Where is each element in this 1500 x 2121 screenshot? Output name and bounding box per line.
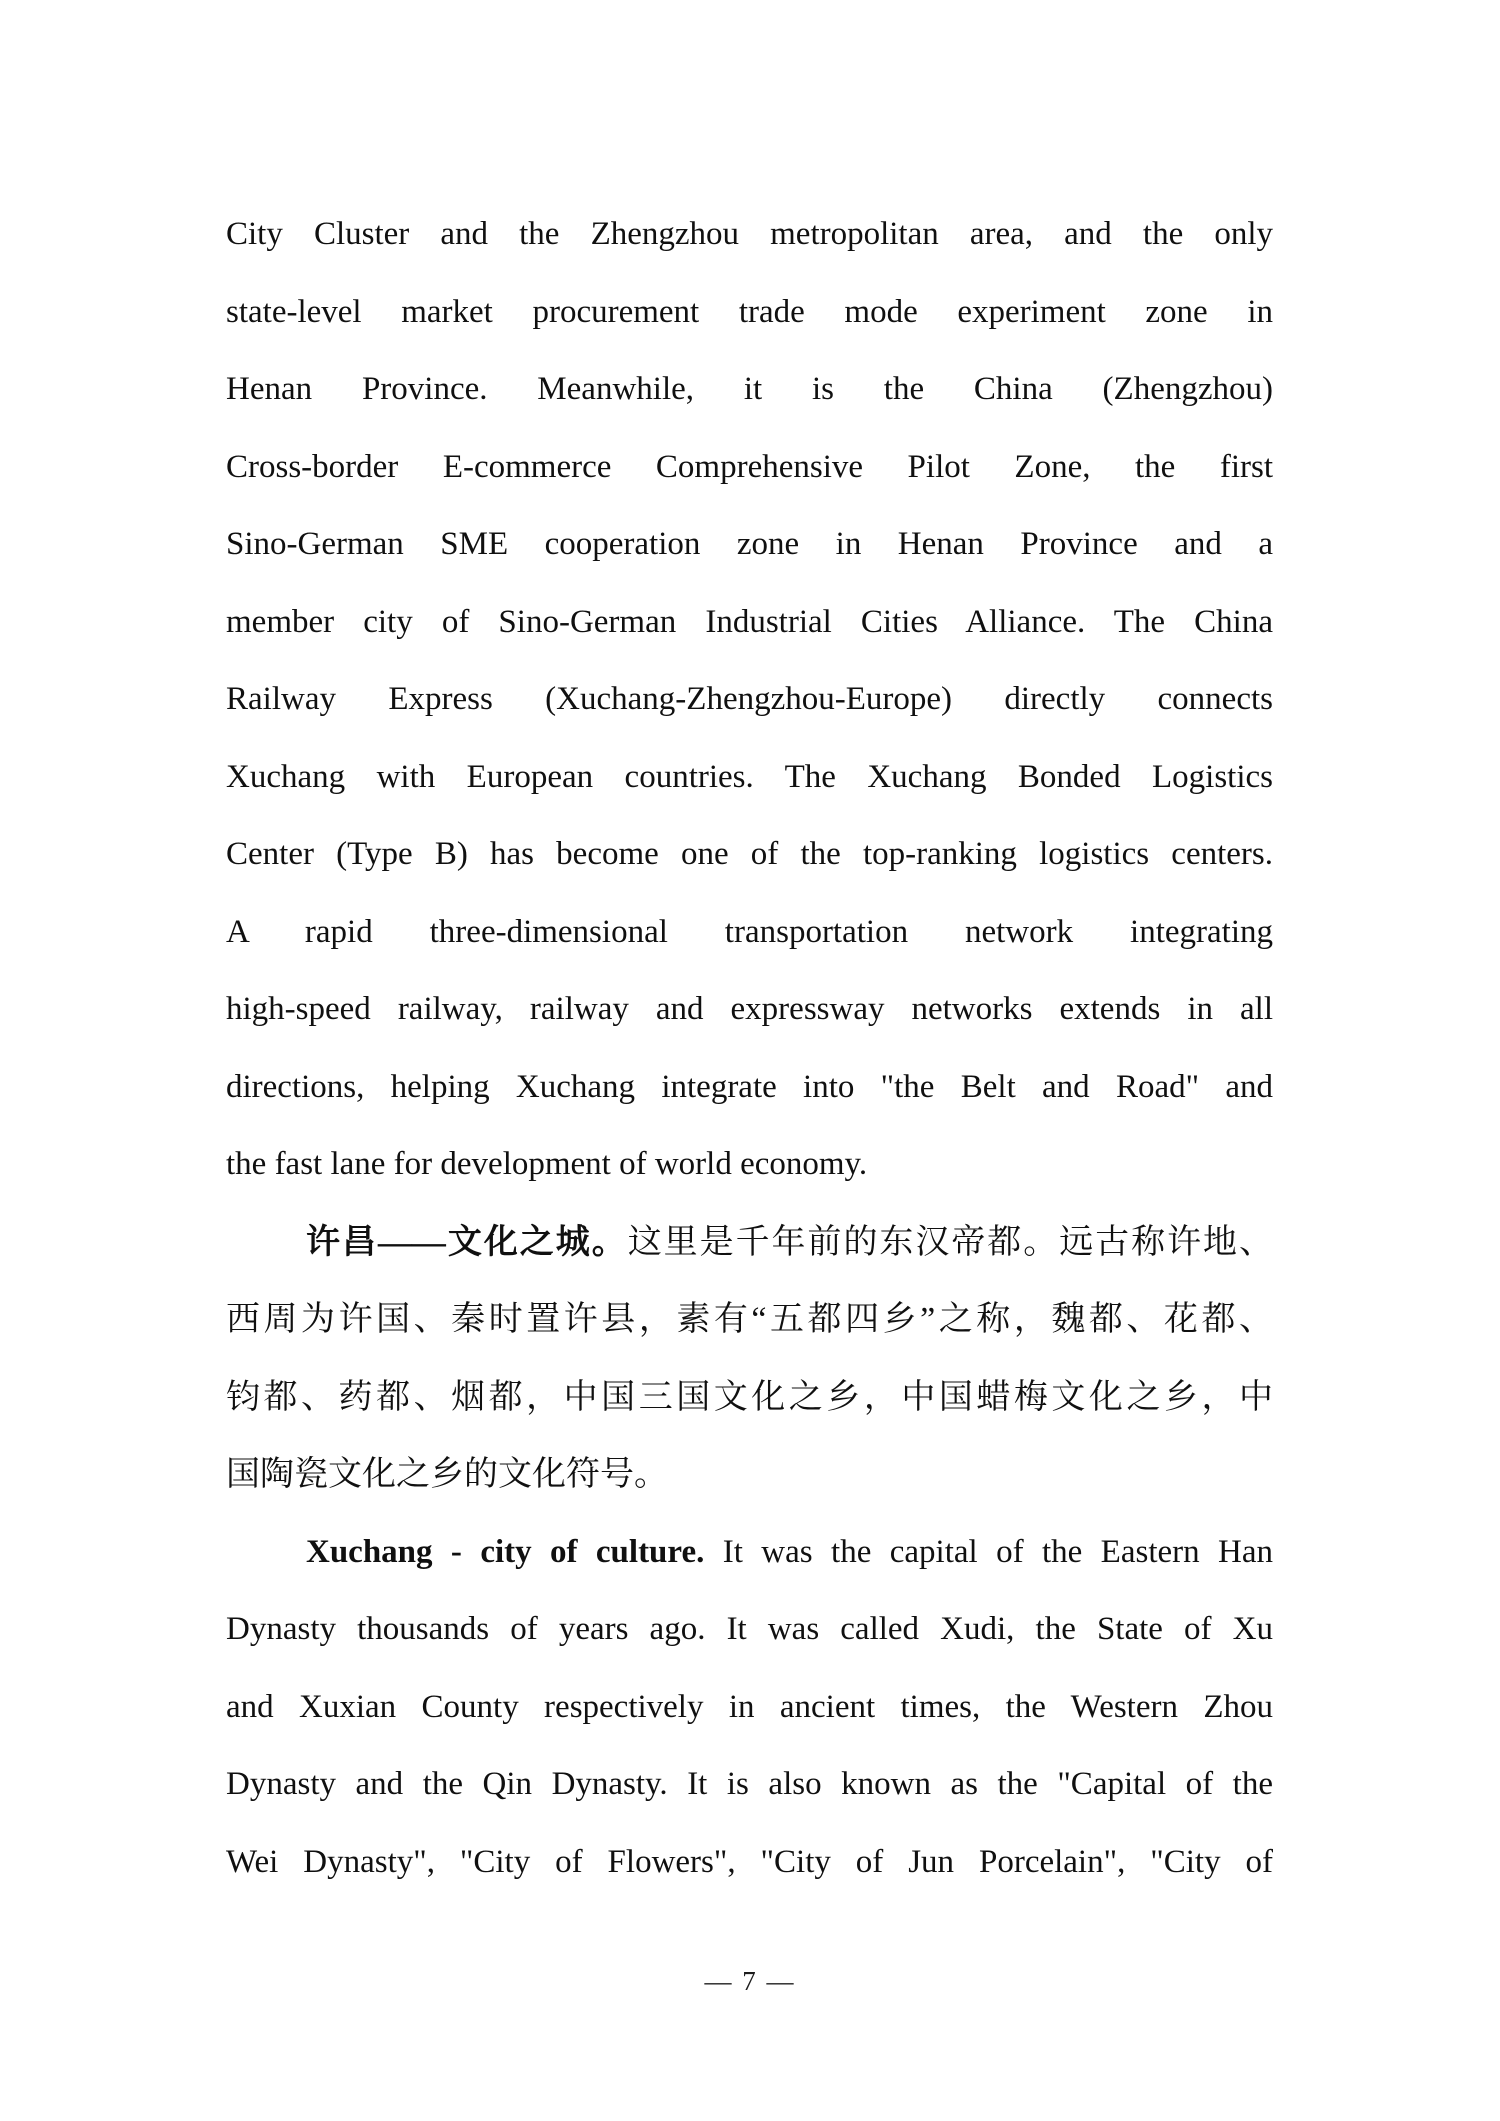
text-line (226, 1126, 1273, 1204)
bold-text-run: Xuchang - city of culture. (306, 1533, 705, 1570)
text-line (226, 739, 1273, 817)
text-line (226, 1669, 1273, 1747)
page-number: — 7 — (704, 1966, 796, 1996)
text-run: A rapid three-dimensional transportation network integrating (226, 913, 1273, 950)
paragraph-culture-english (226, 1514, 1273, 1902)
text-run: Sino-German SME cooperation zone in Henan Province and a (226, 526, 1273, 562)
text-line (226, 429, 1273, 507)
text-line (226, 274, 1273, 352)
text-line (226, 894, 1273, 972)
bold-text-run: 许昌——文化之城。 (306, 1223, 628, 1261)
text-line (226, 584, 1273, 662)
text-line (226, 196, 1273, 274)
text-run: 国陶瓷文化之乡的文化符号。 (226, 1456, 668, 1493)
text-run: state-level market procurement trade mode experiment zone in (226, 293, 1273, 330)
text-line (226, 1824, 1273, 1902)
text-line (226, 1436, 1273, 1514)
text-line (226, 1281, 1273, 1359)
text-run: directions, helping Xuchang integrate into "the Belt and Road" and (226, 1068, 1273, 1105)
text-run: high-speed railway, railway and expressway networks extends in all (226, 991, 1273, 1027)
text-run: City Cluster and the Zhengzhou metropolitan area, and the only (226, 216, 1273, 252)
text-line (226, 1049, 1273, 1127)
text-run: the fast lane for development of world economy. (226, 1146, 868, 1182)
text-run: Henan Province. Meanwhile, it is the China (Zhengzhou) (226, 371, 1273, 407)
text-line (226, 1514, 1273, 1592)
paragraph-economy-english (226, 196, 1273, 1204)
text-line (226, 661, 1273, 739)
text-run: Railway Express (Xuchang-Zhengzhou-Europe) directly connects (226, 681, 1273, 717)
text-run: 钧都、药都、烟都，中国三国文化之乡，中国蜡梅文化之乡，中 (226, 1378, 1273, 1416)
text-line (226, 1359, 1273, 1437)
text-run: It was the capital of the Eastern Han (704, 1533, 1273, 1570)
text-line (226, 1204, 1273, 1282)
text-run: Wei Dynasty", "City of Flowers", "City of Jun Porcelain", "City of (226, 1843, 1273, 1880)
text-run: Dynasty thousands of years ago. It was called Xudi, the State of Xu (226, 1611, 1273, 1647)
text-run: Dynasty and the Qin Dynasty. It is also known as the "Capital of the (226, 1766, 1273, 1802)
text-line (226, 816, 1273, 894)
text-run: Center (Type B) has become one of the top-ranking logistics centers. (226, 836, 1273, 872)
text-line (226, 971, 1273, 1049)
text-run: Cross-border E-commerce Comprehensive Pilot Zone, the first (226, 448, 1273, 485)
text-run: and Xuxian County respectively in ancient times, the Western Zhou (226, 1688, 1273, 1725)
paragraph-culture-chinese (226, 1204, 1273, 1514)
text-line (226, 506, 1273, 584)
text-line (226, 1591, 1273, 1669)
document-body (226, 196, 1273, 1901)
text-run: 这里是千年前的东汉帝都。远古称许地、 (627, 1223, 1274, 1261)
text-line (226, 1746, 1273, 1824)
text-run: 西周为许国、秦时置许县，素有“五都四乡”之称，魏都、花都、 (226, 1301, 1273, 1338)
text-line (226, 351, 1273, 429)
text-run: Xuchang with European countries. The Xuchang Bonded Logistics (226, 758, 1273, 795)
text-run: member city of Sino-German Industrial Cities Alliance. The China (226, 603, 1273, 640)
